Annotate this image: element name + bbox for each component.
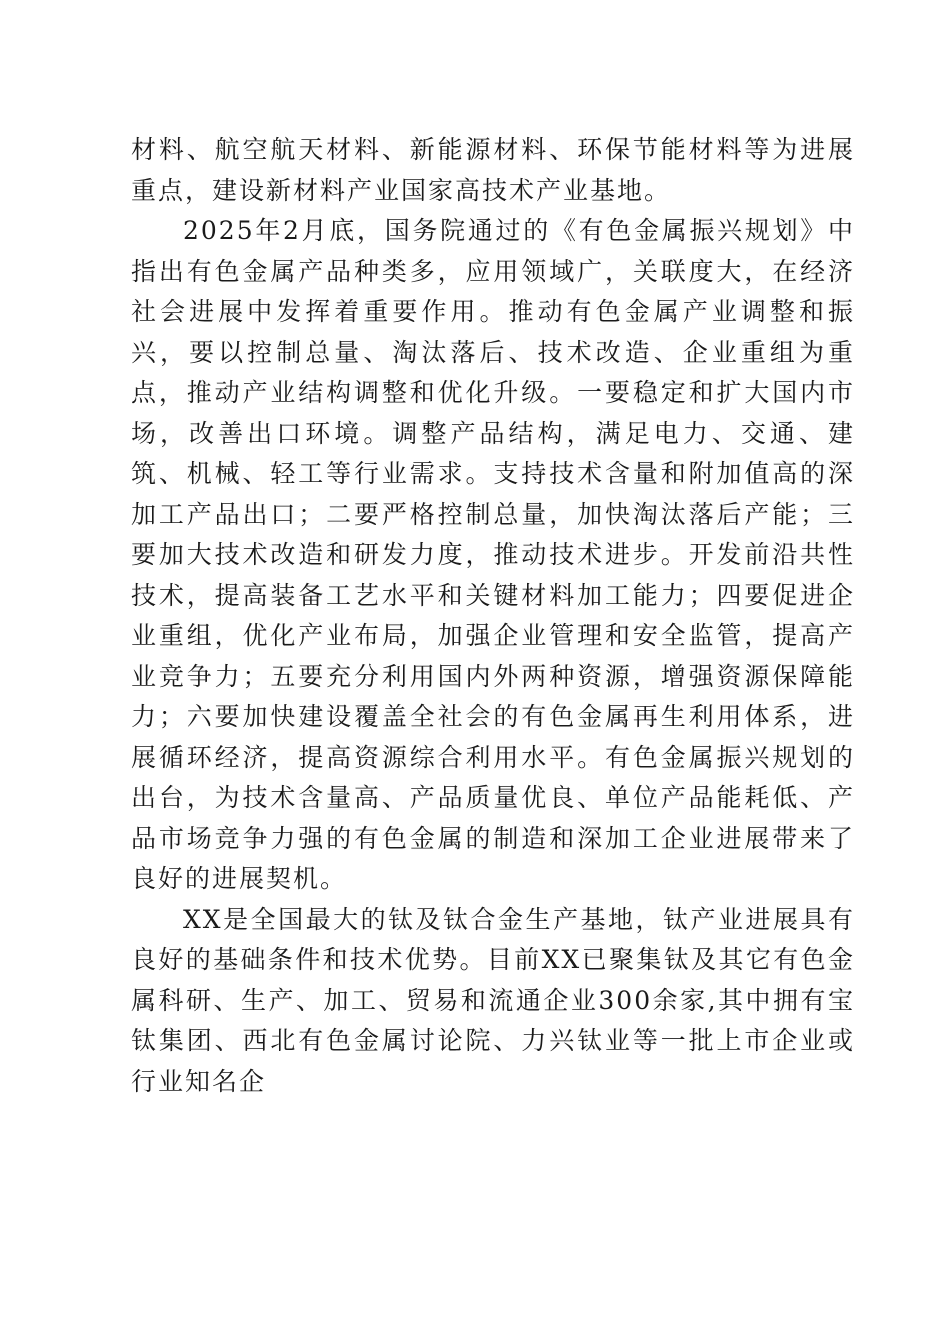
document-body [131,130,855,1102]
paragraph-continuation: 材料、航空航天材料、新能源材料、环保节能材料等为进展重点，建设新材料产业国家高技术产业基地。 [131,135,855,205]
paragraph-titanium-base: XX是全国最大的钛及钛合金生产基地，钛产业进展具有良好的基础条件和技术优势。目前XX已聚集钛及其它有色金属科研、生产、加工、贸易和流通企业300余家,其中拥有宝钛集团、西北有色金属讨论院、力兴钛业等一批上市企业或行业知名企 [131,904,855,1096]
paragraph-nonferrous-plan: 2025年2月底，国务院通过的《有色金属振兴规划》中指出有色金属产品种类多，应用领域广，关联度大，在经济社会进展中发挥着重要作用。推动有色金属产业调整和振兴，要以控制总量、淘汰落后、技术改造、企业重组为重点，推动产业结构调整和优化升级。一要稳定和扩大国内市场，改善出口环境。调整产品结构，满足电力、交通、建筑、机械、轻工等行业需求。支持技术含量和附加值高的深加工产品出口；二要严格控制总量，加快淘汰落后产能；三要加大技术改造和研发力度，推动技术进步。开发前沿共性技术，提高装备工艺水平和关键材料加工能力；四要促进企业重组，优化产业布局，加强企业管理和安全监管，提高产业竞争力；五要充分利用国内外两种资源，增强资源保障能力；六要加快建设覆盖全社会的有色金属再生利用体系，进展循环经济，提高资源综合利用水平。有色金属振兴规划的出台，为技术含量高、产品质量优良、单位产品能耗低、产品市场竞争力强的有色金属的制造和深加工企业进展带来了良好的进展契机。 [131,216,855,893]
